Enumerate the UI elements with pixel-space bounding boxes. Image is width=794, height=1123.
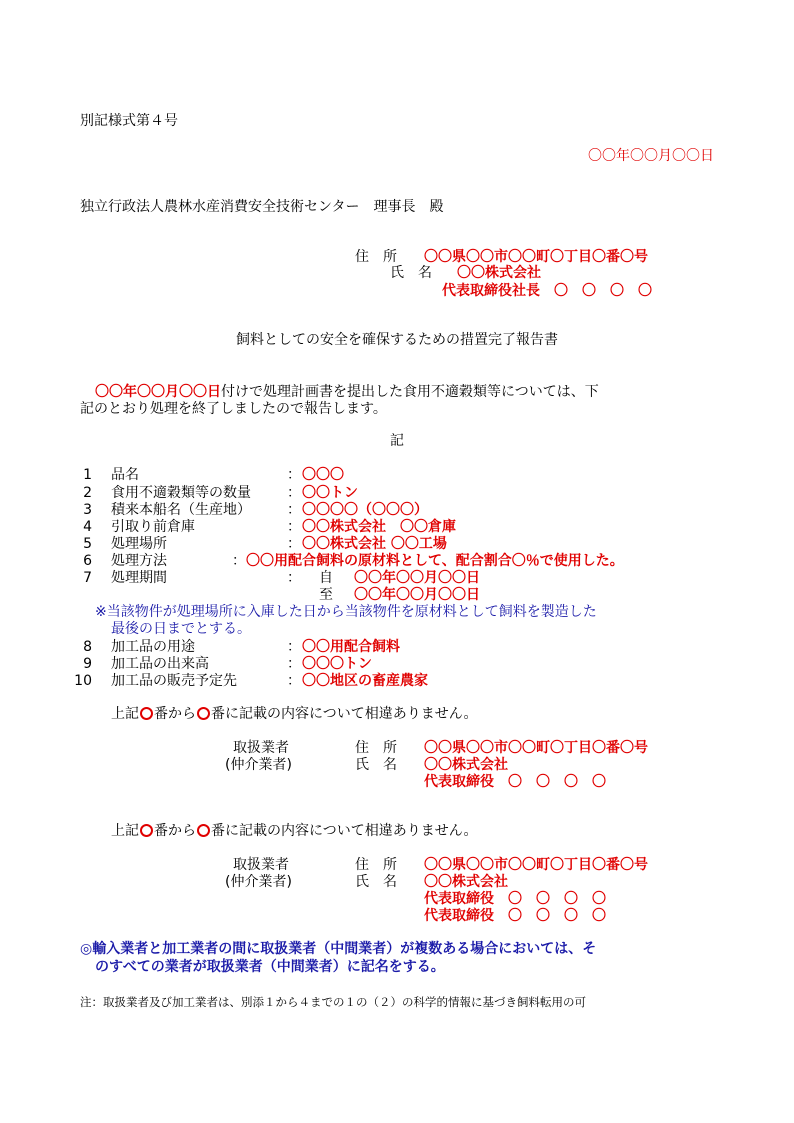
intro-line-1 (95, 383, 599, 401)
item-colon: ： (287, 639, 301, 655)
sender-name-label: 氏 名 (390, 265, 432, 281)
period-to-value: 〇〇年〇〇月〇〇日 (354, 587, 480, 603)
report-date: 〇〇年〇〇月〇〇日 (588, 148, 714, 164)
multi-handler-note-line-2: のすべての業者が取扱業者（中間業者）に記名をする。 (95, 959, 445, 975)
item-colon: ： (287, 485, 301, 501)
period-note-line-2: 最後の日までとする。 (111, 621, 251, 637)
sender-address-value: 〇〇県〇〇市〇〇町〇丁目〇番〇号 (424, 249, 648, 265)
item-colon: ： (287, 519, 301, 535)
item-colon: ： (287, 570, 301, 586)
sender-representative: 代表取締役社長 〇 〇 〇 〇 (442, 283, 652, 299)
item-number: 4 (83, 519, 92, 535)
item-number: 5 (83, 536, 92, 552)
handler-role-sub: (仲介業者) (225, 757, 292, 773)
confirmation-mid: 番から (154, 706, 196, 722)
item-number: 8 (83, 639, 92, 655)
confirmation-post: 番に記載の内容について相違ありません。 (211, 823, 478, 839)
handler-company: 〇〇株式会社 (424, 757, 508, 773)
handler-name-label: 氏 名 (355, 757, 397, 773)
intro-date: 〇〇年〇〇月〇〇日 (95, 384, 221, 400)
handler-company: 〇〇株式会社 (424, 874, 508, 890)
handler-address-label: 住 所 (355, 857, 397, 873)
item-number: 3 (83, 502, 92, 518)
item-colon: ： (287, 467, 301, 483)
confirmation-statement (111, 705, 478, 723)
period-from-value: 〇〇年〇〇月〇〇日 (354, 570, 480, 586)
confirmation-pre: 上記 (111, 823, 139, 839)
item-value: 〇〇用配合飼料 (302, 639, 400, 655)
item-number: 2 (83, 485, 92, 501)
handler-role: 取扱業者 (233, 857, 289, 873)
form-number: 別記様式第４号 (80, 113, 178, 129)
confirmation-mid: 番から (154, 823, 196, 839)
period-to-label: 至 (319, 587, 333, 603)
confirmation-pre: 上記 (111, 706, 139, 722)
item-label: 加工品の販売予定先 (111, 673, 237, 689)
sender-company: 〇〇株式会社 (457, 265, 541, 281)
item-number: 1 (83, 467, 92, 483)
item-value: 〇〇〇トン (302, 656, 372, 672)
item-value: 〇〇〇 (302, 467, 344, 483)
item-colon: ： (232, 553, 246, 569)
item-value: 〇〇株式会社 〇〇倉庫 (302, 519, 456, 535)
ki-heading: 記 (390, 433, 404, 449)
item-label: 食用不適穀類等の数量 (111, 485, 251, 501)
item-label: 処理方法 (111, 553, 167, 569)
handler-role-sub: (仲介業者) (225, 874, 292, 890)
confirmation-post: 番に記載の内容について相違ありません。 (211, 706, 478, 722)
item-value: 〇〇用配合飼料の原材料として、配合割合〇％で使用した。 (246, 553, 624, 569)
item-colon: ： (287, 502, 301, 518)
period-from-label: 自 (319, 570, 333, 586)
handler-address-value: 〇〇県〇〇市〇〇町〇丁目〇番〇号 (424, 740, 648, 756)
intro-line-2: 記のとおり処理を終了しましたので報告します。 (80, 401, 387, 417)
handler-representative: 代表取締役 〇 〇 〇 〇 (424, 774, 606, 790)
item-colon: ： (287, 656, 301, 672)
item-value: 〇〇地区の畜産農家 (302, 673, 428, 689)
footnote: 注：取扱業者及び加工業者は、別添１から４までの１の（２）の科学的情報に基づき飼料転用の可 (80, 995, 586, 1009)
item-label: 引取り前倉庫 (111, 519, 195, 535)
multi-handler-note-line-1: ◎輸入業者と加工業者の間に取扱業者（中間業者）が複数ある場合においては、そ (80, 941, 597, 957)
item-label: 処理場所 (111, 536, 167, 552)
item-label: 品名 (111, 467, 139, 483)
sender-address-label: 住 所 (355, 249, 397, 265)
item-number: 6 (83, 553, 92, 569)
period-note-line-1: ※当該物件が処理場所に入庫した日から当該物件を原材料として飼料を製造した (95, 604, 597, 620)
item-label: 加工品の出来高 (111, 656, 209, 672)
report-title: 飼料としての安全を確保するための措置完了報告書 (236, 332, 558, 348)
handler-representative: 代表取締役 〇 〇 〇 〇 (424, 908, 606, 924)
handler-representative: 代表取締役 〇 〇 〇 〇 (424, 891, 606, 907)
item-number: 7 (83, 570, 92, 586)
red-circle-mark-icon (197, 707, 210, 720)
item-number: 9 (83, 656, 92, 672)
red-circle-mark-icon (140, 707, 153, 720)
red-circle-mark-icon (140, 824, 153, 837)
handler-address-value: 〇〇県〇〇市〇〇町〇丁目〇番〇号 (424, 857, 648, 873)
item-label: 加工品の用途 (111, 639, 195, 655)
item-number: 10 (74, 673, 92, 689)
item-colon: ： (287, 536, 301, 552)
confirmation-statement (111, 822, 478, 840)
item-value: 〇〇〇〇（〇〇〇） (302, 502, 428, 518)
item-colon: ： (287, 673, 301, 689)
item-label: 積来本船名（生産地） (111, 502, 251, 518)
item-label: 処理期間 (111, 570, 167, 586)
handler-name-label: 氏 名 (355, 874, 397, 890)
item-value: 〇〇株式会社 〇〇工場 (302, 536, 447, 552)
red-circle-mark-icon (197, 824, 210, 837)
handler-role: 取扱業者 (233, 740, 289, 756)
addressee: 独立行政法人農林水産消費安全技術センター 理事長 殿 (80, 199, 444, 215)
item-value: 〇〇トン (302, 485, 358, 501)
handler-address-label: 住 所 (355, 740, 397, 756)
intro-text-1: 付けで処理計画書を提出した食用不適穀類等については、下 (221, 384, 599, 400)
